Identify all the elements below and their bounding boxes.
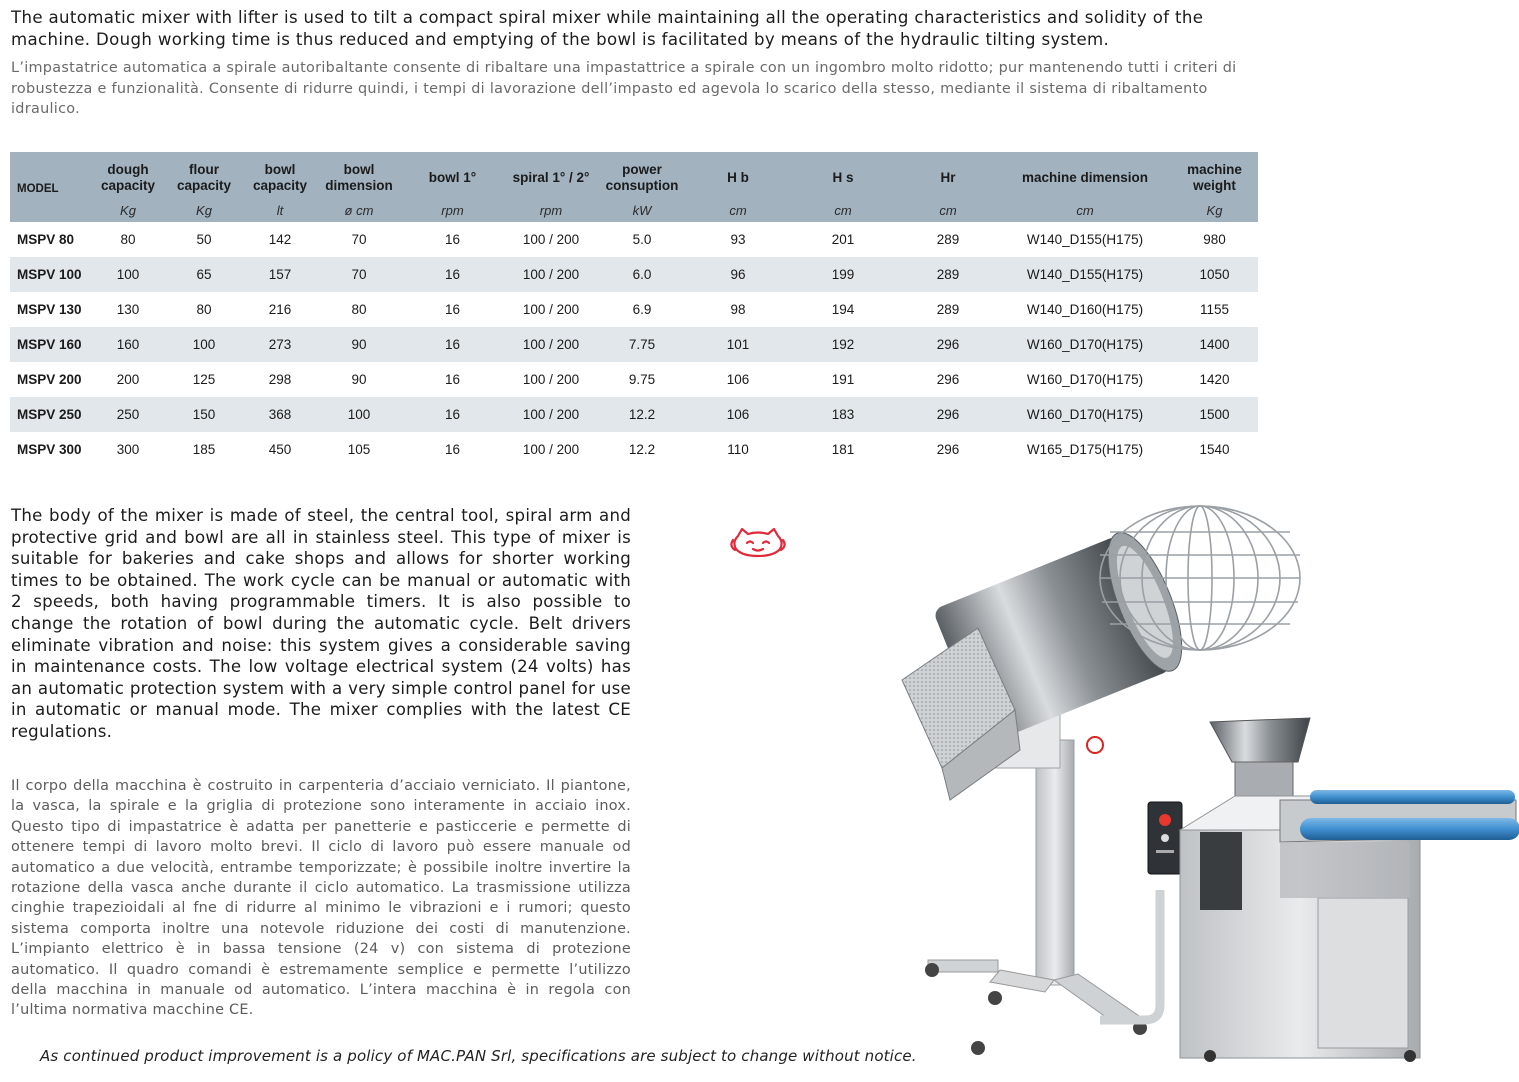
col-unit: cm — [897, 200, 999, 222]
spec-table-body — [10, 222, 1258, 467]
table-cell: 16 — [400, 327, 505, 362]
table-cell: 5.0 — [632, 232, 652, 247]
table-cell: 50 — [196, 232, 212, 247]
table-cell: W160_D170(H175) — [1026, 372, 1144, 387]
table-cell: 100 / 200 — [522, 302, 580, 317]
table-cell: 296 — [936, 442, 960, 457]
intro-english: The automatic mixer with lifter is used to tilt a compact spiral mixer while maintaining all the operating characteristics and solidity of the machine. Dough working time is thus reduced and emptying of the bowl is facilitated by means of the hydraulic tilting system. — [11, 8, 1204, 49]
table-row — [10, 327, 1258, 362]
table-cell: 16 — [444, 442, 461, 457]
table-cell: 296 — [897, 327, 999, 362]
table-cell: 1155 — [1199, 302, 1230, 317]
col-header-bowl-capacity: bowl capacity — [242, 152, 318, 200]
table-cell: 296 — [936, 372, 960, 387]
model-cell: MSPV 130 — [17, 302, 82, 317]
table-row — [10, 292, 1258, 327]
table-cell: 100 / 200 — [522, 442, 580, 457]
table-cell: 90 — [351, 372, 367, 387]
table-cell: W140_D160(H175) — [1026, 302, 1144, 317]
table-row — [10, 432, 1258, 467]
table-cell: 12.2 — [628, 442, 656, 457]
table-cell: 16 — [444, 232, 461, 247]
table-cell: 150 — [166, 397, 242, 432]
table-cell: 16 — [400, 397, 505, 432]
table-cell: 183 — [789, 397, 897, 432]
table-cell: 100 / 200 — [522, 232, 580, 247]
table-cell: 100 / 200 — [505, 327, 597, 362]
mixer-machine-image — [840, 500, 1519, 1070]
table-cell: 1500 — [1171, 397, 1258, 432]
table-cell: 160 — [90, 327, 166, 362]
table-cell: 100 / 200 — [505, 257, 597, 292]
table-cell: 157 — [242, 257, 318, 292]
model-cell: MSPV 160 — [10, 327, 90, 362]
table-cell: 16 — [400, 257, 505, 292]
col-unit: cm — [789, 200, 897, 222]
table-row — [10, 222, 1258, 257]
table-cell: 194 — [831, 302, 855, 317]
table-cell: 70 — [351, 232, 367, 247]
col-header-bowl-speed: bowl 1° — [400, 152, 505, 200]
table-cell: 185 — [192, 442, 216, 457]
table-cell: 289 — [897, 257, 999, 292]
table-cell: 80 — [196, 302, 212, 317]
col-unit: kW — [597, 200, 687, 222]
table-cell: W160_D170(H175) — [999, 397, 1171, 432]
table-cell: 9.75 — [628, 372, 656, 387]
table-cell: 101 — [687, 327, 789, 362]
table-cell: 1420 — [1199, 372, 1230, 387]
table-cell: 273 — [242, 327, 318, 362]
col-header-dough-capacity: dough capacity — [90, 152, 166, 200]
table-cell: W165_D175(H175) — [1026, 442, 1144, 457]
model-cell: MSPV 80 — [17, 232, 75, 247]
table-cell: 289 — [936, 232, 960, 247]
col-unit: Kg — [166, 200, 242, 222]
col-unit: cm — [687, 200, 789, 222]
table-cell: 80 — [351, 302, 367, 317]
body-english: The body of the mixer is made of steel, the central tool, spiral arm and protective grid and bowl are all in stainless steel. This type of mixer is suitable for bakeries and cake shops and allows for shorter working times to be obtained. The work cycle can be manual or automatic with 2 speeds, both having programmable timers. It is also possible to change the rotation of bowl during the automatic cycle. Belt drivers eliminate vibration and noise: this system gives a considerable saving in maintenance costs. The low voltage electrical system (24 volts) has an automatic protection system with a very simple control panel for use in automatic or manual mode. The mixer complies with the latest CE regulations. — [11, 506, 631, 741]
col-unit: Kg — [90, 200, 166, 222]
table-cell: 192 — [789, 327, 897, 362]
disclaimer-note: As continued product improvement is a policy of MAC.PAN Srl, specifications are subject to change without notice. — [40, 1047, 917, 1065]
table-cell: W160_D170(H175) — [999, 327, 1171, 362]
table-cell: 199 — [789, 257, 897, 292]
col-unit: cm — [999, 200, 1171, 222]
table-cell: 181 — [831, 442, 855, 457]
col-header-machine-dimension: machine dimension — [999, 152, 1171, 200]
table-cell: 250 — [90, 397, 166, 432]
col-header-hr: Hr — [897, 152, 999, 200]
table-cell: W140_D155(H175) — [999, 257, 1171, 292]
model-header: MODEL — [10, 152, 90, 222]
table-cell: 12.2 — [597, 397, 687, 432]
table-cell: 980 — [1203, 232, 1226, 247]
table-cell: 368 — [242, 397, 318, 432]
col-header-machine-weight: machine weight — [1171, 152, 1258, 200]
table-cell: 90 — [318, 327, 400, 362]
table-cell: 96 — [687, 257, 789, 292]
table-cell: 142 — [268, 232, 292, 247]
table-row — [10, 397, 1258, 432]
table-cell: 289 — [936, 302, 960, 317]
table-cell: 110 — [727, 442, 749, 457]
table-cell: 98 — [730, 302, 746, 317]
body-italian: Il corpo della macchina è costruito in carpenteria d’acciaio verniciato. Il piantone, la vasca, la spirale e la griglia di protezione sono interamente in acciaio inox. Questo tipo di impastatrice è adatta per panetterie e pasticcerie e permette di ottenere tempi di lavoro molto brevi. Il ciclo di lavoro può essere manuale od automatico a due velocità, entrambe temporizzate; è possibile inoltre invertire la rotazione della vasca anche durante il ciclo automatico. La trasmissione utilizza cinghie trapezioidali al fne di ridurre al minimo le vibrazioni e i rumori; questo sistema comporta inoltre una notevole riduzione dei costi di manutenzione. L’impianto elettrico è in bassa tensione (24 v) con sistema di protezione automatico. Il quadro comandi è estremamente semplice e permette l’utilizzo della macchina in manuale od automatico. L’intera macchina è in regola con l’ultima normativa macchine CE. — [11, 778, 631, 1019]
col-unit: Kg — [1171, 200, 1258, 222]
col-unit: lt — [242, 200, 318, 222]
col-header-flour-capacity: flour capacity — [166, 152, 242, 200]
table-cell: 130 — [116, 302, 140, 317]
table-cell: 100 / 200 — [522, 372, 580, 387]
table-row — [10, 362, 1258, 397]
spec-table — [10, 152, 1258, 467]
table-cell: 216 — [268, 302, 292, 317]
col-header-hs: H s — [789, 152, 897, 200]
table-cell: 100 — [90, 257, 166, 292]
table-row — [10, 257, 1258, 292]
col-header-bowl-dimension: bowl dimension — [318, 152, 400, 200]
table-cell: 70 — [318, 257, 400, 292]
model-cell: MSPV 250 — [10, 397, 90, 432]
table-cell: 1400 — [1171, 327, 1258, 362]
table-cell: 1540 — [1199, 442, 1230, 457]
col-unit: rpm — [400, 200, 505, 222]
table-cell: 300 — [116, 442, 140, 457]
model-cell: MSPV 300 — [17, 442, 82, 457]
table-cell: 296 — [897, 397, 999, 432]
table-cell: 191 — [831, 372, 855, 387]
model-cell: MSPV 200 — [17, 372, 82, 387]
table-cell: 201 — [831, 232, 855, 247]
intro-italian: L’impastatrice automatica a spirale autoribaltante consente di ribaltare una impastattrice a spirale con un ingombro molto ridotto; pur mantenendo tutti i criteri di robustezza e funzionalità. Consente di ridurre quindi, i tempi di lavorazione dell’impasto ed agevola lo scarico della stesso, mediante il sistema di ribaltamento idraulico. — [11, 60, 1237, 117]
table-cell: 100 — [166, 327, 242, 362]
table-cell: 298 — [268, 372, 292, 387]
table-cell: 7.75 — [597, 327, 687, 362]
table-cell: 100 — [318, 397, 400, 432]
table-cell: 1050 — [1171, 257, 1258, 292]
table-cell: 450 — [268, 442, 292, 457]
model-cell: MSPV 100 — [10, 257, 90, 292]
table-cell: 6.9 — [632, 302, 652, 317]
table-cell: 16 — [444, 372, 461, 387]
table-cell: 93 — [730, 232, 746, 247]
table-cell: 6.0 — [597, 257, 687, 292]
col-header-power: power consuption — [597, 152, 687, 200]
table-cell: 125 — [192, 372, 216, 387]
table-cell: 105 — [347, 442, 371, 457]
col-unit: rpm — [505, 200, 597, 222]
col-header-hb: H b — [687, 152, 789, 200]
table-cell: 65 — [166, 257, 242, 292]
table-cell: 200 — [116, 372, 140, 387]
cat-face-icon — [730, 526, 786, 558]
table-cell: 100 / 200 — [505, 397, 597, 432]
col-header-spiral-speed: spiral 1° / 2° — [505, 152, 597, 200]
table-cell: W140_D155(H175) — [1026, 232, 1144, 247]
col-unit: ø cm — [318, 200, 400, 222]
table-cell: 106 — [687, 397, 789, 432]
table-cell: 80 — [120, 232, 136, 247]
table-cell: 16 — [444, 302, 461, 317]
table-cell: 106 — [726, 372, 750, 387]
